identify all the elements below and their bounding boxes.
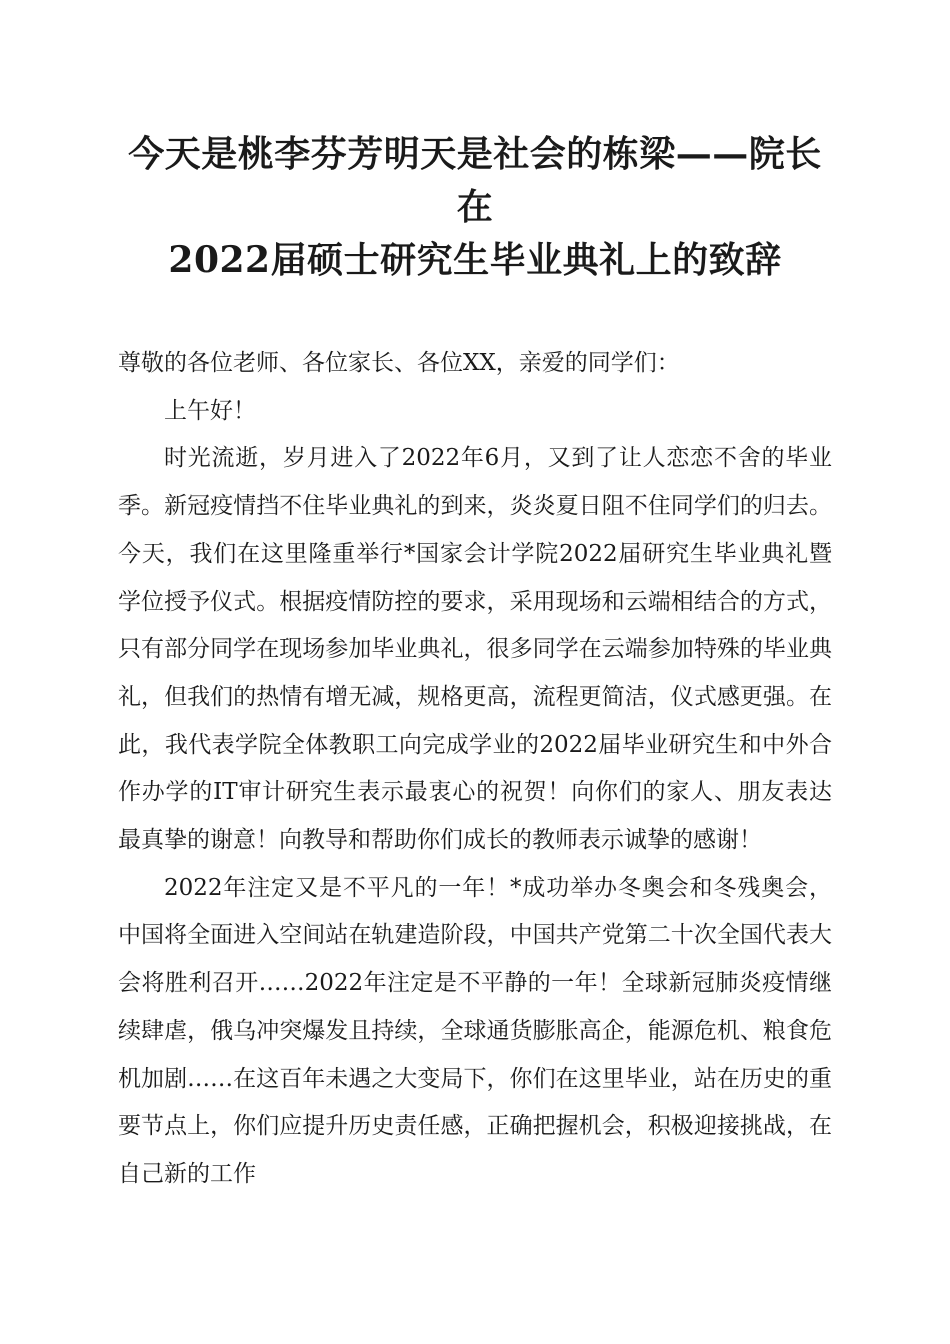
paragraph-graduation-season: 时光流逝，岁月进入了2022年6月，又到了让人恋恋不舍的毕业季。新冠疫情挡不住毕业典礼的到来，炎炎夏日阻不住同学们的归去。今天，我们在这里隆重举行*国家会计学院2022届研究生毕业典礼暨学位授予仪式。根据疫情防控的要求，采用现场和云端相结合的方式，只有部分同学在现场参加毕业典礼，很多同学在云端参加特殊的毕业典礼，但我们的热情有增无减，规格更高，流程更简洁，仪式感更强。在此，我代表学院全体教职工向完成学业的2022届毕业研究生和中外合作办学的IT审计研究生表示最衷心的祝贺！向你们的家人、朋友表达最真挚的谢意！向教导和帮助你们成长的教师表示诚挚的感谢！: [118, 445, 832, 854]
document-body: [118, 340, 832, 1199]
paragraph-year-2022: 2022年注定又是不平凡的一年！*成功举办冬奥会和冬残奥会，中国将全面进入空间站在轨建造阶段，中国共产党第二十次全国代表大会将胜利召开……2022年注定是不平静的一年！全球新冠肺炎疫情继续肆虐，俄乌冲突爆发且持续，全球通货膨胀高企，能源危机、粮食危机加剧……在这百年未遇之大变局下，你们在这里毕业，站在历史的重要节点上，你们应提升历史责任感，正确把握机会，积极迎接挑战，在自己新的工作: [118, 874, 832, 1187]
document-title: 今天是桃李芬芳明天是社会的栋梁——院长在 2022届硕士研究生毕业典礼上的致辞: [128, 133, 822, 281]
document-page: [118, 128, 832, 1199]
paragraph-greeting: 上午好！: [164, 397, 256, 424]
salutation: 尊敬的各位老师、各位家长、各位XX，亲爱的同学们：: [118, 350, 680, 376]
